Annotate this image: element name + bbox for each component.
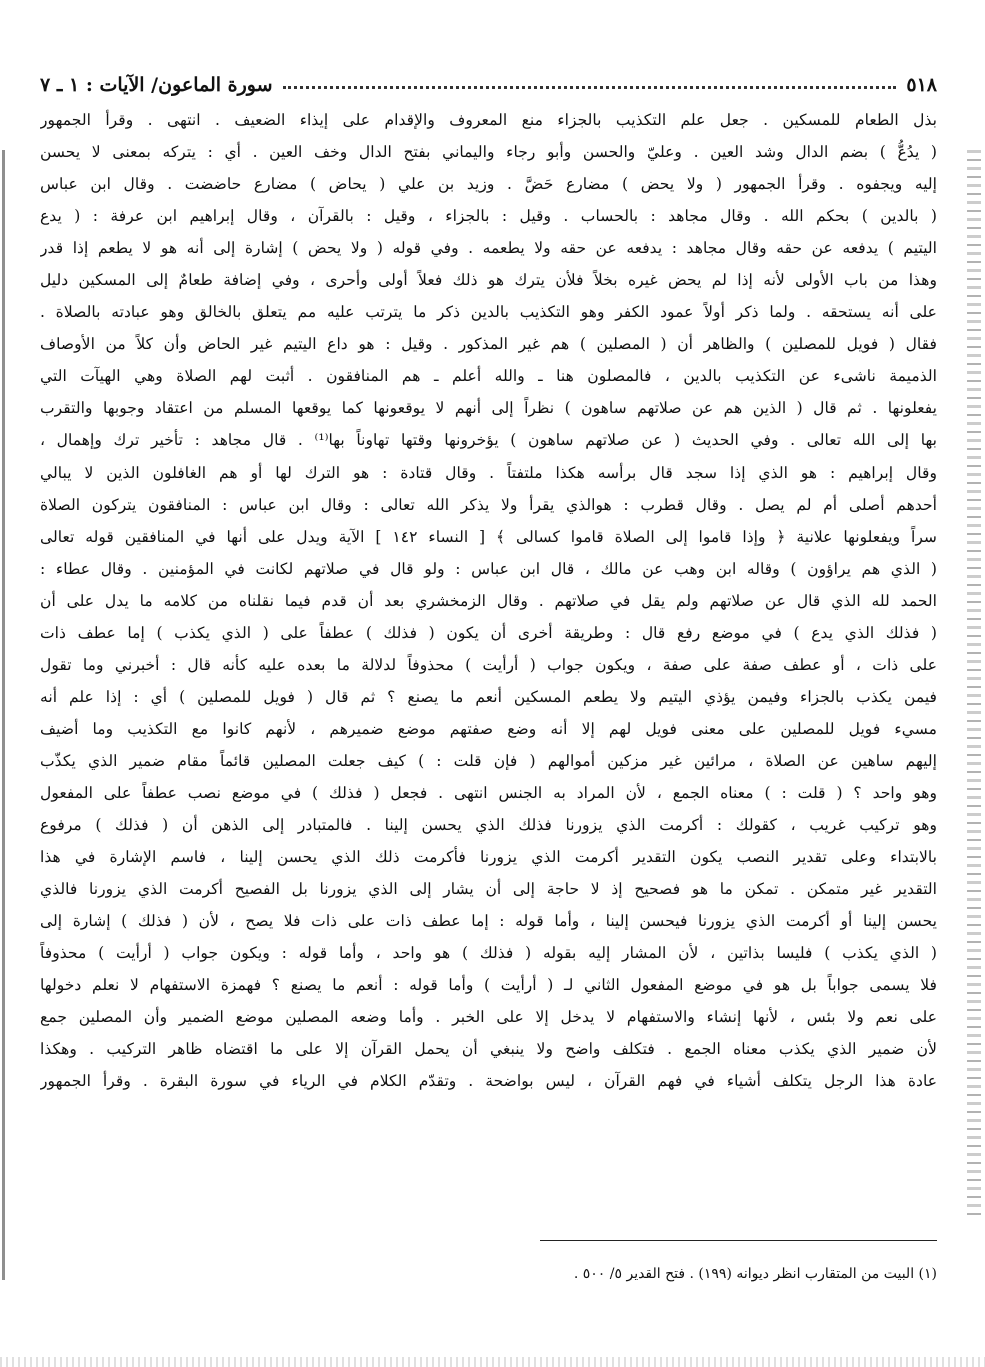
footnote: (١) البيت من المتقارب انظر ديوانه (١٩٩) . فتح القدير ٥/ ٥٠٠ . [573,1266,937,1282]
page-header [40,60,937,96]
text-line: إليهم ساهين عن الصلاة ، مرائين غير مزكين أموالهم ( فإن قلت : ) كيف جعلت المصلين قائماً مقام ضمير الذي يكذّب [40,751,937,770]
text-line: ( يدُعُّ ) بضم الدال وشد العين . وعليّ والحسن وأبو رجاء واليماني بفتح الدال وخف العين . أي : يتركه بمعنى لا يحسن [40,143,937,162]
text-line: اليتيم ) يدفعه عن حقه وقال مجاهد : يدفعه عن حقه ولا يطعمه . وفي قوله ( ولا يحض ) إشارة إلى أنه هو لا يطعم إذا قدر [40,239,937,258]
text-line: مسيء فويل للمصلين على معنى فويل لهم إلا أنه وضع صفتهم موضع ضميرهم ، لأنهم كانوا مع التكذيب وما أضيف [40,719,937,738]
text-line: فيمن يكذب بالجزاء وفيمن يؤذي اليتيم ولا يطعم المسكين أنعم ما يصنع ؟ ثم قال ( فويل للمصلين ) أي : إذا علم أنه [40,687,937,706]
text-line: يحسن إلينا أو أكرمت الذي يزورنا فيحسن إلينا ، وأما قوله : إما عطف ذات على ذات فلا يصح ، لأن ( فذلك ) إشارة إلى [40,912,937,931]
text-line: فلا يسمى جواباً بل هو في موضع المفعول الثاني لـ ( أرأيت ) وأما قوله : أنعم ما يصنع ؟ فهمزة الاستفهام لا نعلم دخولها [40,976,937,995]
text-line: على أنه يستحقه . ولما ذكر أولاً عمود الكفر وهو التكذيب بالدين ذكر ما يترتب عليه مم يتعلق بالخالق وهو عبادته بالصلاة . [40,303,937,322]
text-line: يفعلونها . ثم قال ( الذين هم عن صلاتهم ساهون ) نظراً إلى أنهم لا يوقعونها كما يوقعها المسلم من اعتقاد وجوبها والتقرب [40,399,937,418]
text-line: ( الذي يكذب ) فليسا بذاتين ، لأن المشار إليه بقوله ( فذلك ) هو واحد ، وأما قوله : ويكون جواب ( أرأيت ) محذوفاً [40,944,937,963]
sura-title: سورة الماعون/ الآيات : ١ ـ ٧ [40,74,273,96]
text-line: الذميمة ناشىء عن التكذيب بالدين ، فالمصلون هنا ـ والله أعلم ـ هم المنافقون . أثبت لهم الصلاة وهي الهيآت التي [40,367,937,386]
scan-bottom-edge [0,1357,985,1367]
text-line: وهو واحد ؟ ( قلت : ) معناه الجمع ، لأن المراد به الجنس انتهى . فجعل ( فذلك ) في موضع نصب عطفاً على المفعول [40,783,937,802]
body-text [40,104,937,1097]
text-line: عادة هذا الرجل يتكلف أشياء في فهم القرآن ، ليس بواضحة . وتقدّم الكلام في الرياء في سورة البقرة . وقرأ الجمهور [40,1072,937,1091]
text-line: فقال ( فويل للمصلين ) والظاهر أن ( المصلين ) هم غير المذكور . وقيل : هو داع اليتيم غير الحاض وأن كلاً من الأوصاف [40,335,937,354]
footnote-separator [540,1240,937,1241]
text-line: على نعم ولا بئس ، لأنها إنشاء والاستفهام لا يدخل إلا على الخبر . وأما وضعه المصلين موضع الضمير وأن المصلين جمع [40,1008,937,1027]
text-line: أحدهم أصلى أم لم يصل . وقال قطرب : هوالذي يقرأ ولا يذكر الله تعالى : وقال ابن عباس : المنافقون يتركون الصلاة [40,495,937,514]
text-line: وهذا من باب الأولى لأنه إذا لم يحض غيره بخلاً فلأن يترك هو ذلك فعلاً أولى وأحرى ، وفي إضافة طعامٌ إلى المسكين دليل [40,271,937,290]
text-line: التقدير غير متمكن . تمكن ما هو فصحيح إذ لا حاجة إلى أن يشار إلى الذي يزورنا بل الفصيح أكرمت الذي يزورنا فالذي [40,880,937,899]
header-leader-dots [283,86,897,89]
text-line: بها إلى الله تعالى . وفي الحديث ( عن صلاتهم ساهون ) يؤخرونها وقتها تهاوناً بها⁽¹⁾ . قال مجاهد : تأخير ترك وإهمال ، [40,431,937,450]
text-line: ( فذلك الذي يدع ) في موضع رفع قال : وطريقة أخرى أن يكون ( فذلك ) عطفاً على ( الذي يكذب ) إما عطف ذات [40,623,937,642]
text-line: وقال إبراهيم : هو الذي إذا سجد قال برأسه هكذا ملتفتاً . وقال قتادة : هو الترك لها أو هم الغافلون الذين لا يبالي [40,463,937,482]
text-line: إليه ويجفوه . وقرأ الجمهور ( ولا يحض ) مضارع حَضَّ . وزيد بن علي ( يحاض ) مضارع حاضضت . وقال ابن عباس [40,175,937,194]
text-line: وهو تركيب غريب ، كقولك : أكرمت الذي يزورنا فذلك الذي يحسن إلينا . فالمتبادر إلى الذهن أن ( فذلك ) مرفوع [40,816,937,835]
text-line: سراً ويفعلونها علانية ﴿ وإذا قاموا إلى الصلاة قاموا كسالى ﴾ [ النساء ١٤٢ ] الآية ويدل على أنها في المنافقين قوله تعالى [40,527,937,546]
left-margin-edge [2,150,5,1280]
text-line: بذل الطعام للمسكين . جعل علم التكذيب بالجزاء منع المعروف والإقدام على إيذاء الضعيف . انتهى . وقرأ الجمهور [40,111,937,129]
text-line: ( الذي هم يراؤون ) وقاله ابن وهب عن مالك ، قال ابن عباس : ولو قال في صلاتهم لكانت في المؤمنين . وقال عطاء : [40,559,937,578]
text-line: لأن ضمير الذي يكذب معناه الجمع . فتكلف واضح ولا ينبغي أن يحمل القرآن إلا على ما اقتضاه ظاهر التركيب . وهكذا [40,1040,937,1059]
text-line: بالابتداء وعلى تقدير النصب يكون التقدير أكرمت الذي يزورنا فأكرمت ذلك الذي يحسن إلينا ، فاسم الإشارة في هذا [40,848,937,867]
text-line: ( بالدين ) بحكم الله . وقال مجاهد : بالحساب . وقيل : بالجزاء ، وقيل : بالقرآن ، وقال إبراهيم ابن عرفة : ( يدع [40,207,937,226]
text-line: على ذات ، أو عطف صفة على صفة ، ويكون جواب ( أرأيت ) محذوفاً لدلالة ما بعده عليه كأنه قال : أخبرني وما تقول [40,655,937,674]
page-number: ٥١٨ [906,74,937,96]
text-line: الحمد لله الذي قال عن صلاتهم ولم يقل في صلاتهم . وقال الزمخشري بعد أن قدم فيما نقلناه من كلامه ما يدل على أن [40,591,937,610]
right-decorative-border [967,150,981,1220]
